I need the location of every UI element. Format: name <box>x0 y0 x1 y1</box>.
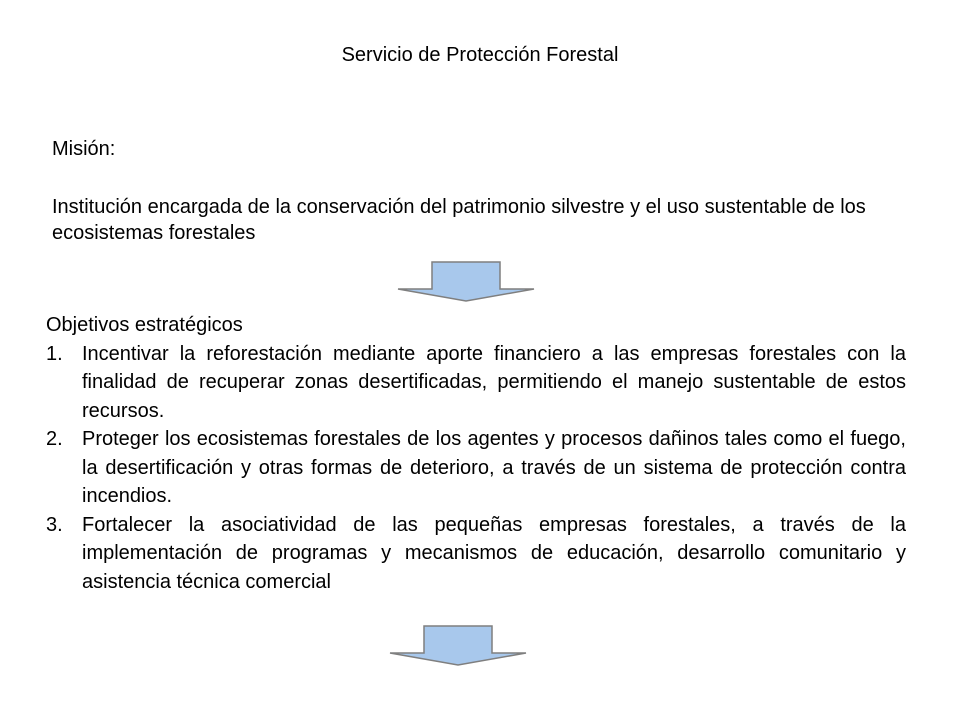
down-arrow-icon <box>386 624 530 668</box>
page-title: Servicio de Protección Forestal <box>341 44 619 66</box>
objetivos-section <box>46 311 906 596</box>
list-item-text: Fortalecer la asociatividad de las pequeñas empresas forestales, a través de la implementación de programas y mecanismos de educación, desarrollo comunitario y asistencia técnica comercial <box>82 513 906 593</box>
objetivos-list <box>46 340 906 597</box>
list-item-number: 2. <box>46 428 63 450</box>
mision-label: Misión: <box>52 138 116 160</box>
list-item <box>46 425 906 511</box>
list-item <box>46 511 906 597</box>
down-arrow-icon <box>394 260 538 304</box>
list-item-text: Proteger los ecosistemas forestales de los agentes y procesos dañinos tales como el fuego, la desertificación y otras formas de deterioro, a través de un sistema de protección contra incendios. <box>82 428 906 507</box>
list-item-number: 1. <box>46 342 63 365</box>
list-item-number: 3. <box>46 513 63 536</box>
list-item-text: Incentivar la reforestación mediante aporte financiero a las empresas forestales con la finalidad de recuperar zonas desertificadas, permitiendo el manejo sustentable de estos recursos. <box>82 342 906 422</box>
mision-text: Institución encargada de la conservación del patrimonio silvestre y el uso sustentable de los ecosistemas forestales <box>52 196 866 244</box>
list-item <box>46 340 906 426</box>
objetivos-heading: Objetivos estratégicos <box>46 314 243 336</box>
